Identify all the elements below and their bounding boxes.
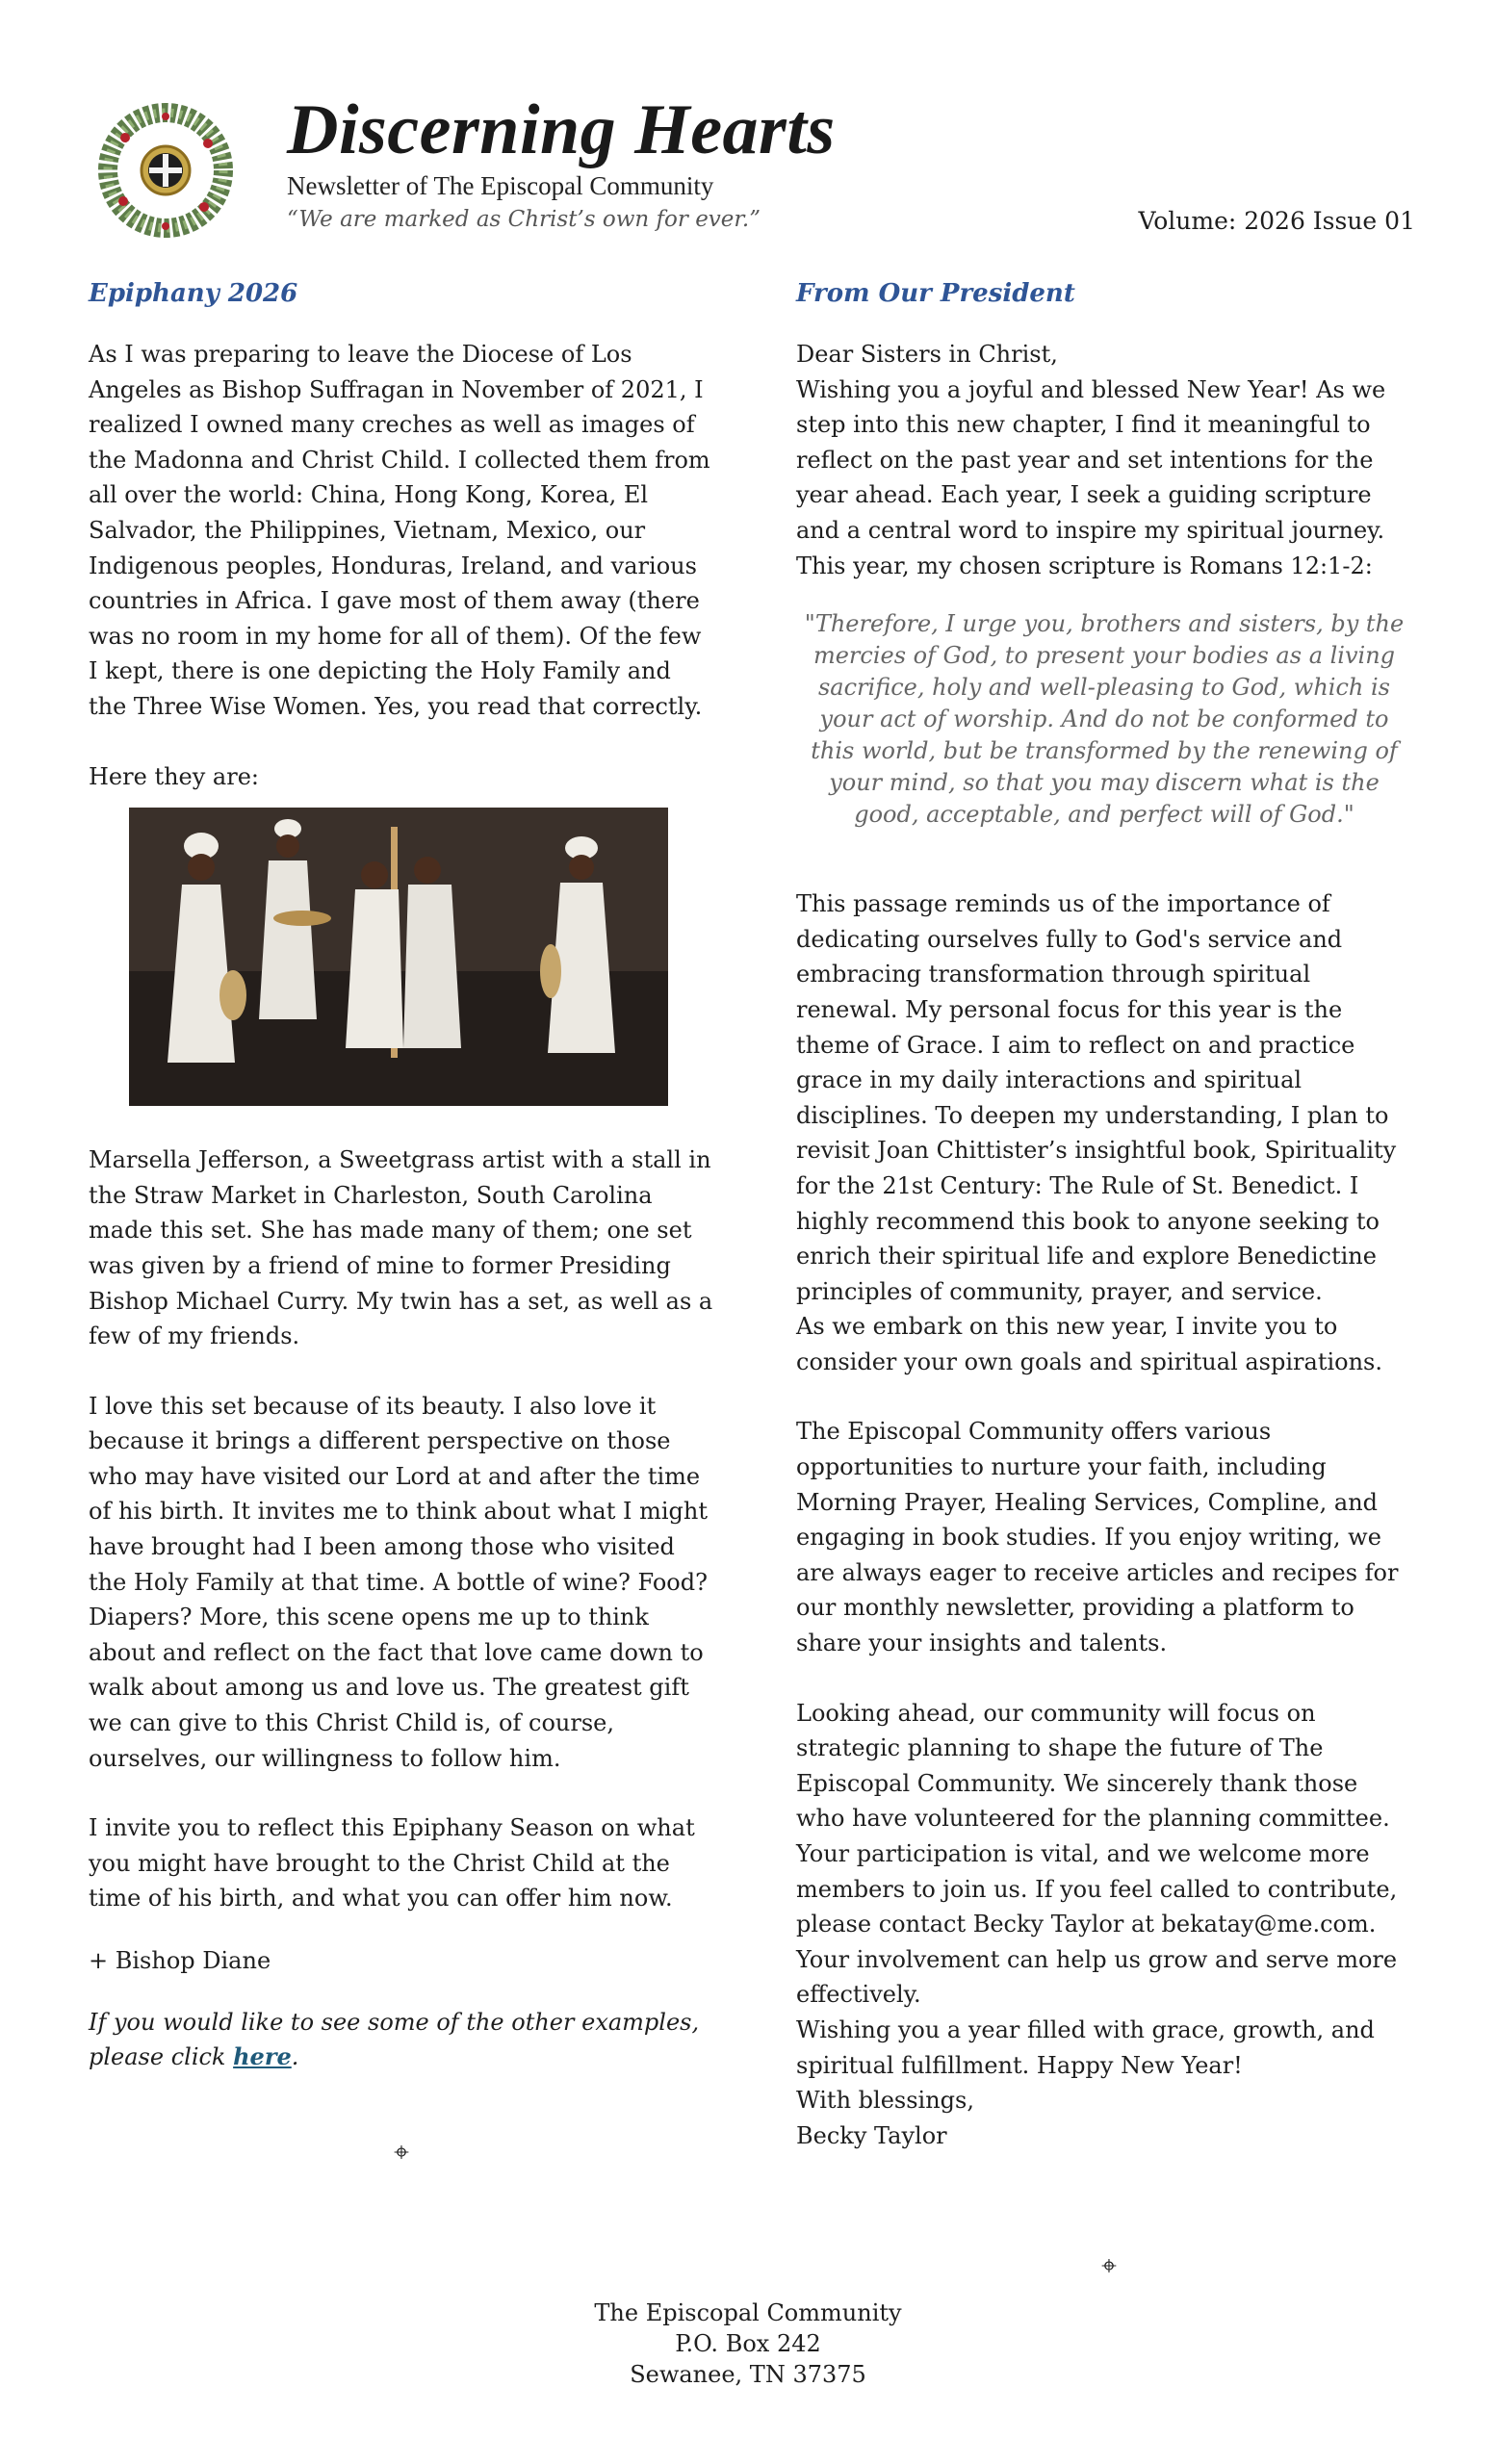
newsletter-header bbox=[0, 0, 1496, 260]
nativity-figures-photo bbox=[129, 808, 668, 1106]
newsletter-subtitle: Newsletter of The Episcopal Community bbox=[287, 171, 714, 200]
cross-divider-icon: ⌖ bbox=[1101, 2249, 1117, 2281]
bishop-signature: + Bishop Diane bbox=[89, 1947, 271, 1974]
newsletter-title: Discerning Hearts bbox=[287, 90, 836, 169]
epiphany-heading: Epiphany 2026 bbox=[89, 279, 298, 308]
see-more-period: . bbox=[291, 2043, 299, 2070]
president-heading: From Our President bbox=[796, 279, 1075, 308]
see-more-text: If you would like to see some of the other examples, please click bbox=[89, 2009, 700, 2070]
epiphany-paragraph-5: I invite you to reflect this Epiphany Season on what you might have brought to the Christ Child at the time of his birth, and what you can offer him now. bbox=[89, 1814, 695, 1912]
president-paragraph-3: The Episcopal Community offers various opportunities to nurture your faith, including Morning Prayer, Healing Services, Compline, and engaging in book studies. If you enjoy writing, we are always eager to receive articles and recipes for our monthly newsletter, providing a platform to share your insights and talents. bbox=[796, 1418, 1399, 1657]
see-more-paragraph bbox=[89, 2005, 714, 2074]
epiphany-paragraph-1: As I was preparing to leave the Diocese of Los Angeles as Bishop Suffragan in November of 2021, I realized I owned many creches as well as images of the Madonna and Christ Child. I collected them from all over the world: China, Hong Kong, Korea, El Salvador, the Philippines, Vietnam, Mexico, our Indigenous peoples, Honduras, Ireland, and various countries in Africa. I gave most of them away (there was no room in my home for all of them). Of the few I kept, there is one depicting the Holy Family and the Three Wise Women. Yes, you read that correctly. bbox=[89, 341, 710, 720]
left-column bbox=[89, 277, 714, 2074]
scripture-quote: "Therefore, I urge you, brothers and sisters, by the mercies of God, to present your bodies as a living sacrifice, holy and well-pleasing to God, which is your act of worship. And do not be conformed to this world, but be transformed by the renewing of your mind, so that you may discern what is the good, acceptable, and perfect will of God." bbox=[804, 610, 1405, 829]
right-column bbox=[796, 277, 1412, 2153]
newsletter-motto: “We are marked as Christ’s own for ever.” bbox=[287, 207, 761, 232]
cross-divider-icon: ⌖ bbox=[394, 2136, 409, 2168]
footer-org-name: The Episcopal Community bbox=[594, 2299, 902, 2326]
footer-po-box: P.O. Box 242 bbox=[675, 2330, 821, 2357]
epiphany-paragraph-2: Here they are: bbox=[89, 762, 259, 790]
volume-issue: Volume: 2026 Issue 01 bbox=[1138, 207, 1415, 235]
footer-city: Sewanee, TN 37375 bbox=[630, 2361, 866, 2388]
epiphany-paragraph-4: I love this set because of its beauty. I also love it because it brings a different perspective on those who may have visited our Lord at and after the time of his birth. It invites me to think about what I might have brought had I been among those who visited the Holy Family at that time. A bottle of wine? Food? Diapers? More, this scene opens me up to think about and reflect on the fact that love came down to walk about among us and love us. The greatest gift we can give to this Christ Child is, of course, ourselves, our willingness to follow him. bbox=[89, 1392, 708, 1772]
epiphany-paragraph-3: Marsella Jefferson, a Sweetgrass artist with a stall in the Straw Market in Charleston, South Carolina made this set. She has made many of them; one set was given by a friend of mine to former Presiding Bishop Michael Curry. My twin has a set, as well as a few of my friends. bbox=[89, 1146, 713, 1350]
wreath-with-cross-icon bbox=[96, 101, 236, 241]
address-footer bbox=[0, 2297, 1496, 2390]
president-paragraph-2: This passage reminds us of the importance of dedicating ourselves fully to God's service and embracing transformation through spiritual renewal. My personal focus for this year is the theme of Grace. I aim to reflect on and practice grace in my daily interactions and spiritual disciplines. To deepen my understanding, I plan to revisit Joan Chittister’s insightful book, Spirituality for the 21st Century: The Rule of St. Benedict. I highly recommend this book to anyone seeking to enrich their spiritual life and explore Benedictine principles of community, prayer, and service. As we embark on this new year, I invite you to consider your own goals and spiritual aspirations. bbox=[796, 890, 1397, 1375]
here-link[interactable]: here bbox=[233, 2042, 292, 2070]
president-paragraph-1: Dear Sisters in Christ, Wishing you a joyful and blessed New Year! As we step into this new chapter, I find it meaningful to reflect on the past year and set intentions for the year ahead. Each year, I seek a guiding scripture and a central word to inspire my spiritual journey. This year, my chosen scripture is Romans 12:1-2: bbox=[796, 341, 1386, 579]
president-paragraph-4: Looking ahead, our community will focus on strategic planning to shape the future of The Episcopal Community. We sincerely thank those who have volunteered for the planning committee. Your participation is vital, and we welcome more members to join us. If you feel called to contribute, please contact Becky Taylor at bekatay@me.com. Your involvement can help us grow and serve more effectively. Wishing you a year filled with grace, growth, and spiritual fulfillment. Happy New Year! With blessings, Becky Taylor bbox=[796, 1699, 1398, 2149]
